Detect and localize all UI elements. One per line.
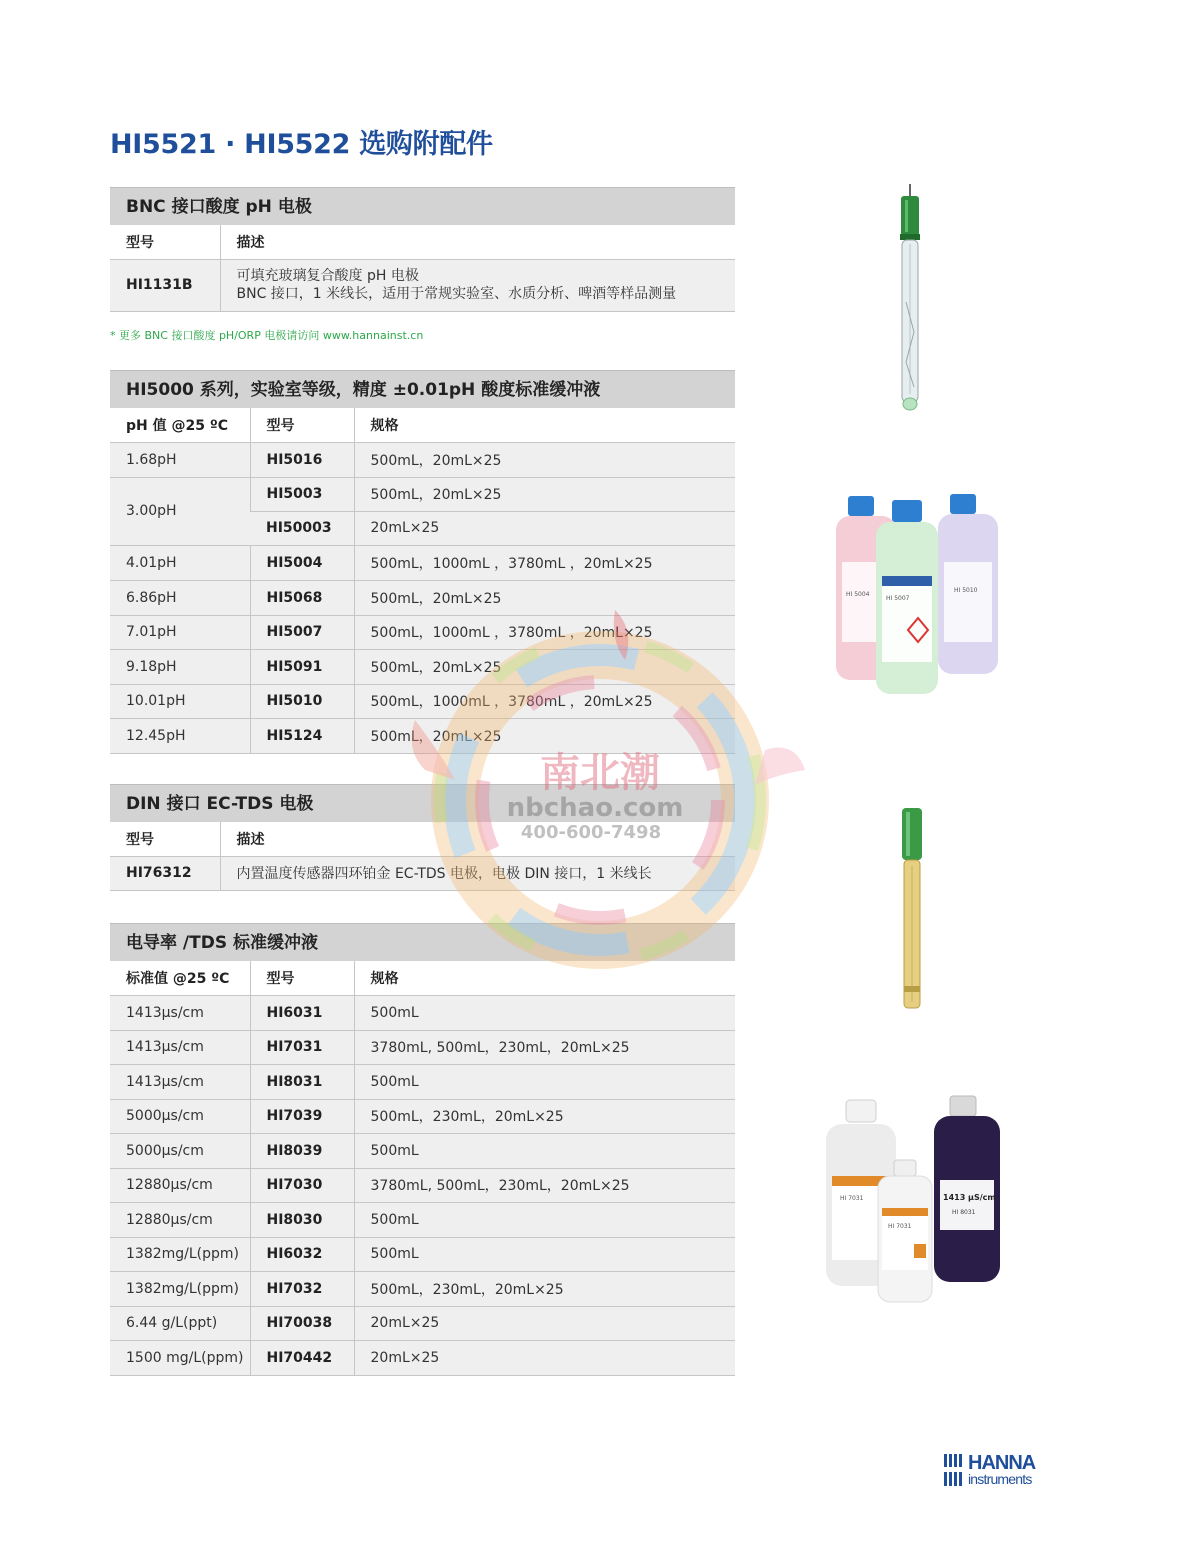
- bottle-e-label: HI 7031: [888, 1223, 912, 1230]
- model-cell: HI76312: [110, 856, 220, 890]
- ec-buffer-section: [110, 923, 735, 1376]
- model-cell: HI50003: [250, 511, 354, 545]
- spec-cell: 500mL: [354, 995, 735, 1030]
- value-cell: 12880μs/cm: [110, 1168, 250, 1202]
- model-cell: HI1131B: [110, 259, 220, 311]
- desc-line: 可填充玻璃复合酸度 pH 电极: [236, 268, 419, 284]
- ph-buffer-table: [110, 408, 735, 754]
- model-cell: HI5068: [250, 580, 354, 615]
- table-row: [110, 477, 735, 511]
- bottle-b-label: HI 5007: [886, 595, 910, 602]
- table-row: [110, 1133, 735, 1168]
- table-row: [110, 442, 735, 477]
- col-header-value: 标准值 @25 ºC: [110, 961, 250, 995]
- ph-buffer-section: [110, 370, 735, 754]
- spec-cell: 500mL，20mL×25: [354, 580, 735, 615]
- table-row: [110, 615, 735, 649]
- section-heading: HI5000 系列，实验室等级，精度 ±0.01pH 酸度标准缓冲液: [110, 370, 735, 408]
- value-cell: 12.45pH: [110, 718, 250, 753]
- col-header-model: 型号: [250, 408, 354, 442]
- spec-cell: 500mL: [354, 1064, 735, 1099]
- model-cell: HI5124: [250, 718, 354, 753]
- spec-cell: 3780mL, 500mL，230mL，20mL×25: [354, 1030, 735, 1064]
- model-cell: HI8030: [250, 1202, 354, 1237]
- model-cell: HI70038: [250, 1306, 354, 1340]
- spec-cell: 500mL，1000mL ，3780mL ，20mL×25: [354, 545, 735, 580]
- table-row: [110, 1064, 735, 1099]
- table-row: [110, 545, 735, 580]
- value-cell: 1413μs/cm: [110, 995, 250, 1030]
- ph-electrode-section: [110, 187, 735, 312]
- model-cell: HI8039: [250, 1133, 354, 1168]
- model-cell: HI6031: [250, 995, 354, 1030]
- desc-cell: [220, 259, 735, 311]
- bottle-f-value: 1413 μS/cm: [943, 1193, 996, 1202]
- model-cell: HI5010: [250, 684, 354, 718]
- brand-name: HANNA: [968, 1452, 1036, 1474]
- value-cell: 4.01pH: [110, 545, 250, 580]
- ec-electrode-section: [110, 784, 735, 891]
- spec-cell: 3780mL, 500mL，230mL，20mL×25: [354, 1168, 735, 1202]
- spec-cell: 500mL，1000mL ，3780mL ，20mL×25: [354, 684, 735, 718]
- col-header-spec: 规格: [354, 961, 735, 995]
- value-cell: 12880μs/cm: [110, 1202, 250, 1237]
- model-cell: HI6032: [250, 1237, 354, 1271]
- col-header-model: 型号: [110, 225, 220, 259]
- model-cell: HI7030: [250, 1168, 354, 1202]
- value-cell: 1382mg/L(ppm): [110, 1237, 250, 1271]
- model-cell: HI7039: [250, 1099, 354, 1133]
- section-heading: BNC 接口酸度 pH 电极: [110, 187, 735, 225]
- table-row: [110, 684, 735, 718]
- table-row: [110, 1237, 735, 1271]
- spec-cell: 20mL×25: [354, 1306, 735, 1340]
- model-cell: HI7031: [250, 1030, 354, 1064]
- model-cell: HI5091: [250, 649, 354, 684]
- spec-cell: 500mL: [354, 1237, 735, 1271]
- spec-cell: 500mL: [354, 1133, 735, 1168]
- bottle-d-label: HI 7031: [840, 1195, 864, 1202]
- table-row: [110, 1030, 735, 1064]
- model-cell: HI5003: [250, 477, 354, 511]
- spec-cell: 20mL×25: [354, 1340, 735, 1375]
- spec-cell: 500mL，20mL×25: [354, 477, 735, 511]
- section-heading: 电导率 /TDS 标准缓冲液: [110, 923, 735, 961]
- spec-cell: 500mL，20mL×25: [354, 718, 735, 753]
- value-cell: 9.18pH: [110, 649, 250, 684]
- desc-cell: 内置温度传感器四环铂金 EC-TDS 电极，电极 DIN 接口，1 米线长: [220, 856, 735, 890]
- table-row: [110, 995, 735, 1030]
- ph-electrode-image: [880, 182, 940, 414]
- ec-electrode-image: [890, 806, 934, 1016]
- table-row: [110, 1099, 735, 1133]
- value-cell: 1382mg/L(ppm): [110, 1271, 250, 1306]
- value-cell: 1500 mg/L(ppm): [110, 1340, 250, 1375]
- value-cell: 6.44 g/L(ppt): [110, 1306, 250, 1340]
- col-header-model: 型号: [250, 961, 354, 995]
- model-cell: HI70442: [250, 1340, 354, 1375]
- value-cell: 3.00pH: [110, 477, 250, 545]
- hanna-mark-icon: [944, 1454, 964, 1486]
- ph-electrode-table: [110, 225, 735, 312]
- col-header-spec: 规格: [354, 408, 735, 442]
- watermark-cn: 南北潮: [540, 749, 660, 796]
- value-cell: 7.01pH: [110, 615, 250, 649]
- model-cell: HI7032: [250, 1271, 354, 1306]
- value-cell: 10.01pH: [110, 684, 250, 718]
- value-cell: 1413μs/cm: [110, 1064, 250, 1099]
- value-cell: 6.86pH: [110, 580, 250, 615]
- ec-buffer-bottles-image: [822, 1094, 1004, 1306]
- more-electrodes-note: * 更多 BNC 接口酸度 pH/ORP 电极请访问 www.hannainst.cn: [110, 329, 424, 342]
- col-header-desc: 描述: [220, 822, 735, 856]
- hanna-logo: [944, 1452, 1064, 1490]
- table-row: [110, 1271, 735, 1306]
- section-heading: DIN 接口 EC-TDS 电极: [110, 784, 735, 822]
- spec-cell: 500mL，1000mL ，3780mL ，20mL×25: [354, 615, 735, 649]
- value-cell: 5000μs/cm: [110, 1133, 250, 1168]
- value-cell: 1413μs/cm: [110, 1030, 250, 1064]
- brand-sub: instruments: [968, 1471, 1032, 1487]
- table-row: [110, 1340, 735, 1375]
- ec-electrode-table: [110, 822, 735, 891]
- col-header-value: pH 值 @25 ºC: [110, 408, 250, 442]
- model-cell: HI5016: [250, 442, 354, 477]
- page-title: HI5521 · HI5522 选购附配件: [110, 129, 493, 160]
- col-header-desc: 描述: [220, 225, 735, 259]
- spec-cell: 500mL，230mL，20mL×25: [354, 1271, 735, 1306]
- col-header-model: 型号: [110, 822, 220, 856]
- bottle-a-label: HI 5004: [846, 591, 870, 598]
- desc-line: BNC 接口，1 米线长，适用于常规实验室、水质分析、啤酒等样品测量: [236, 286, 677, 302]
- model-cell: HI5004: [250, 545, 354, 580]
- spec-cell: 500mL，20mL×25: [354, 649, 735, 684]
- spec-cell: 500mL: [354, 1202, 735, 1237]
- spec-cell: 500mL，230mL，20mL×25: [354, 1099, 735, 1133]
- spec-cell: 20mL×25: [354, 511, 735, 545]
- table-row: [110, 1202, 735, 1237]
- bottle-c-label: HI 5010: [954, 587, 978, 594]
- value-cell: 1.68pH: [110, 442, 250, 477]
- ph-buffer-bottles-image: [832, 492, 1002, 698]
- ec-buffer-table: [110, 961, 735, 1376]
- model-cell: HI8031: [250, 1064, 354, 1099]
- watermark-site: nbchao.com: [506, 793, 684, 823]
- model-cell: HI5007: [250, 615, 354, 649]
- spec-cell: 500mL，20mL×25: [354, 442, 735, 477]
- table-row: [110, 580, 735, 615]
- value-cell: 5000μs/cm: [110, 1099, 250, 1133]
- table-row: [110, 1306, 735, 1340]
- table-row: [110, 649, 735, 684]
- table-row: [110, 718, 735, 753]
- table-row: [110, 1168, 735, 1202]
- bottle-f-model: HI 8031: [952, 1209, 976, 1216]
- watermark-phone: 400-600-7498: [520, 822, 662, 843]
